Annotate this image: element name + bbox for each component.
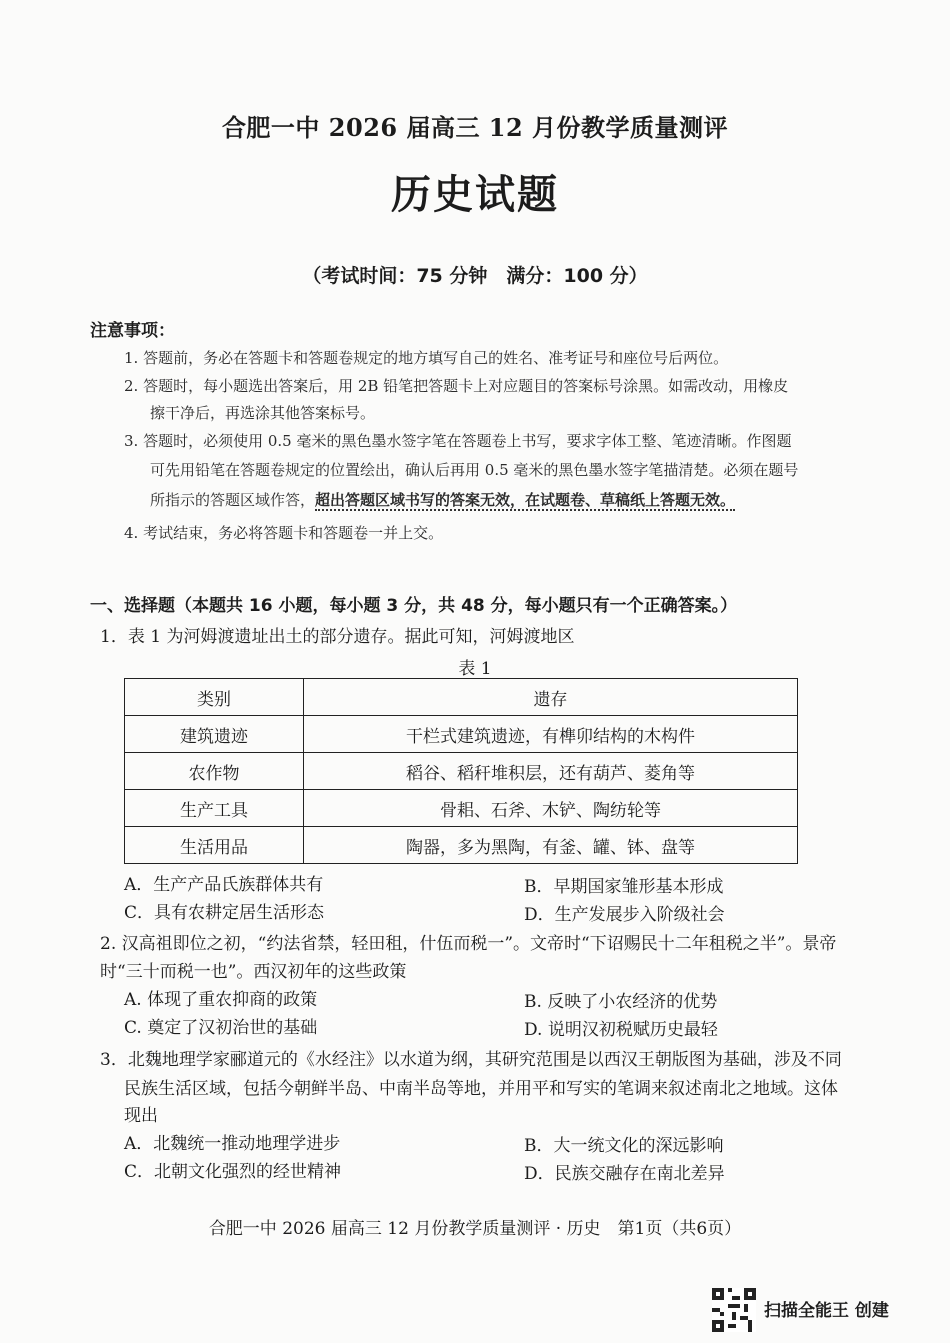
q1-option-a: A．生产产品氏族群体共有 [124, 875, 324, 895]
notice-item-4: 4. 考试结束，务必将答题卡和答题卷一并上交。 [124, 524, 444, 542]
q2-stem-cont: 时“三十而税一也”。西汉初年的这些政策 [100, 962, 407, 982]
q3-option-b: B．大一统文化的深远影响 [524, 1136, 724, 1156]
exam-info: （考试时间：75 分钟 满分：100 分） [302, 265, 648, 287]
section-1-heading: 一、选择题（本题共 16 小题，每小题 3 分，共 48 分，每小题只有一个正确答案。） [90, 596, 738, 616]
table-header-relics: 遗存 [304, 679, 798, 716]
notice-item-2-cont: 擦干净后，再选涂其他答案标号。 [150, 404, 376, 422]
table-cell: 农作物 [125, 753, 304, 790]
page-footer: 合肥一中 2026 届高三 12 月份教学质量测评 · 历史 第1页（共6页） [208, 1219, 742, 1239]
subject-title: 历史试题 [391, 171, 559, 218]
qr-code-icon [712, 1288, 756, 1332]
q2-option-a: A. 体现了重农抑商的政策 [124, 990, 318, 1010]
notice-item-3-cont: 可先用铅笔在答题卷规定的位置绘出，确认后再用 0.5 毫米的黑色墨水签字笔描清楚。必须在题号 [150, 461, 799, 479]
table-row [125, 827, 798, 864]
q3-stem-cont: 民族生活区域，包括今朝鲜半岛、中南半岛等地，并用平和写实的笔调来叙述南北之地域。这体 [124, 1079, 838, 1099]
table-cell: 稻谷、稻秆堆积层，还有葫芦、菱角等 [304, 753, 798, 790]
q2-option-d: D. 说明汉初税赋历史最轻 [524, 1020, 718, 1040]
exam-title: 合肥一中 2026 届高三 12 月份教学质量测评 [221, 113, 729, 142]
table-cell: 陶器，多为黑陶，有釜、罐、钵、盘等 [304, 827, 798, 864]
notice-item-3-plain: 所指示的答题区域作答， [150, 491, 316, 509]
notice-item-3: 3. 答题时，必须使用 0.5 毫米的黑色墨水签字笔在答题卷上书写，要求字体工整、笔迹清晰。作图题 [124, 432, 792, 450]
table-header-row [125, 679, 798, 716]
q2-option-c: C. 奠定了汉初治世的基础 [124, 1018, 318, 1038]
q2-stem: 2. 汉高祖即位之初，“约法省禁，轻田租，什伍而税一”。文帝时“下诏赐民十二年租税之半”。景帝 [100, 934, 837, 954]
scanner-watermark: 扫描全能王 创建 [764, 1301, 889, 1321]
q1-option-d: D．生产发展步入阶级社会 [524, 905, 725, 925]
table-cell: 骨耜、石斧、木铲、陶纺轮等 [304, 790, 798, 827]
table-cell: 建筑遗迹 [125, 716, 304, 753]
relics-table [124, 678, 798, 864]
notice-item-1: 1. 答题前，务必在答题卡和答题卷规定的地方填写自己的姓名、准考证号和座位号后两位。 [124, 349, 729, 367]
table-row [125, 716, 798, 753]
notice-heading: 注意事项： [90, 321, 175, 341]
q3-option-a: A．北魏统一推动地理学进步 [124, 1134, 341, 1154]
q2-option-b: B. 反映了小农经济的优势 [524, 992, 718, 1012]
table-row [125, 753, 798, 790]
q3-stem-cont2: 现出 [124, 1106, 158, 1126]
q3-option-d: D．民族交融存在南北差异 [524, 1164, 725, 1184]
q1-option-c: C．具有农耕定居生活形态 [124, 903, 325, 923]
q3-stem: 3．北魏地理学家郦道元的《水经注》以水道为纲，其研究范围是以西汉王朝版图为基础，涉及不同 [100, 1050, 842, 1070]
table-row [125, 790, 798, 827]
q1-option-b: B．早期国家雏形基本形成 [524, 877, 724, 897]
notice-item-3-emphasis: 超出答题区域书写的答案无效，在试题卷、草稿纸上答题无效。 [315, 491, 736, 509]
table-cell: 干栏式建筑遗迹，有榫卯结构的木构件 [304, 716, 798, 753]
table-cell: 生活用品 [125, 827, 304, 864]
notice-item-2: 2. 答题时，每小题选出答案后，用 2B 铅笔把答题卡上对应题目的答案标号涂黑。如需改动，用橡皮 [124, 377, 789, 395]
q1-stem: 1．表 1 为河姆渡遗址出土的部分遗存。据此可知，河姆渡地区 [100, 627, 575, 647]
notice-item-3-cont2 [150, 489, 735, 510]
table-header-category: 类别 [125, 679, 304, 716]
q3-option-c: C．北朝文化强烈的经世精神 [124, 1162, 342, 1182]
table-cell: 生产工具 [125, 790, 304, 827]
table-caption: 表 1 [458, 659, 492, 679]
